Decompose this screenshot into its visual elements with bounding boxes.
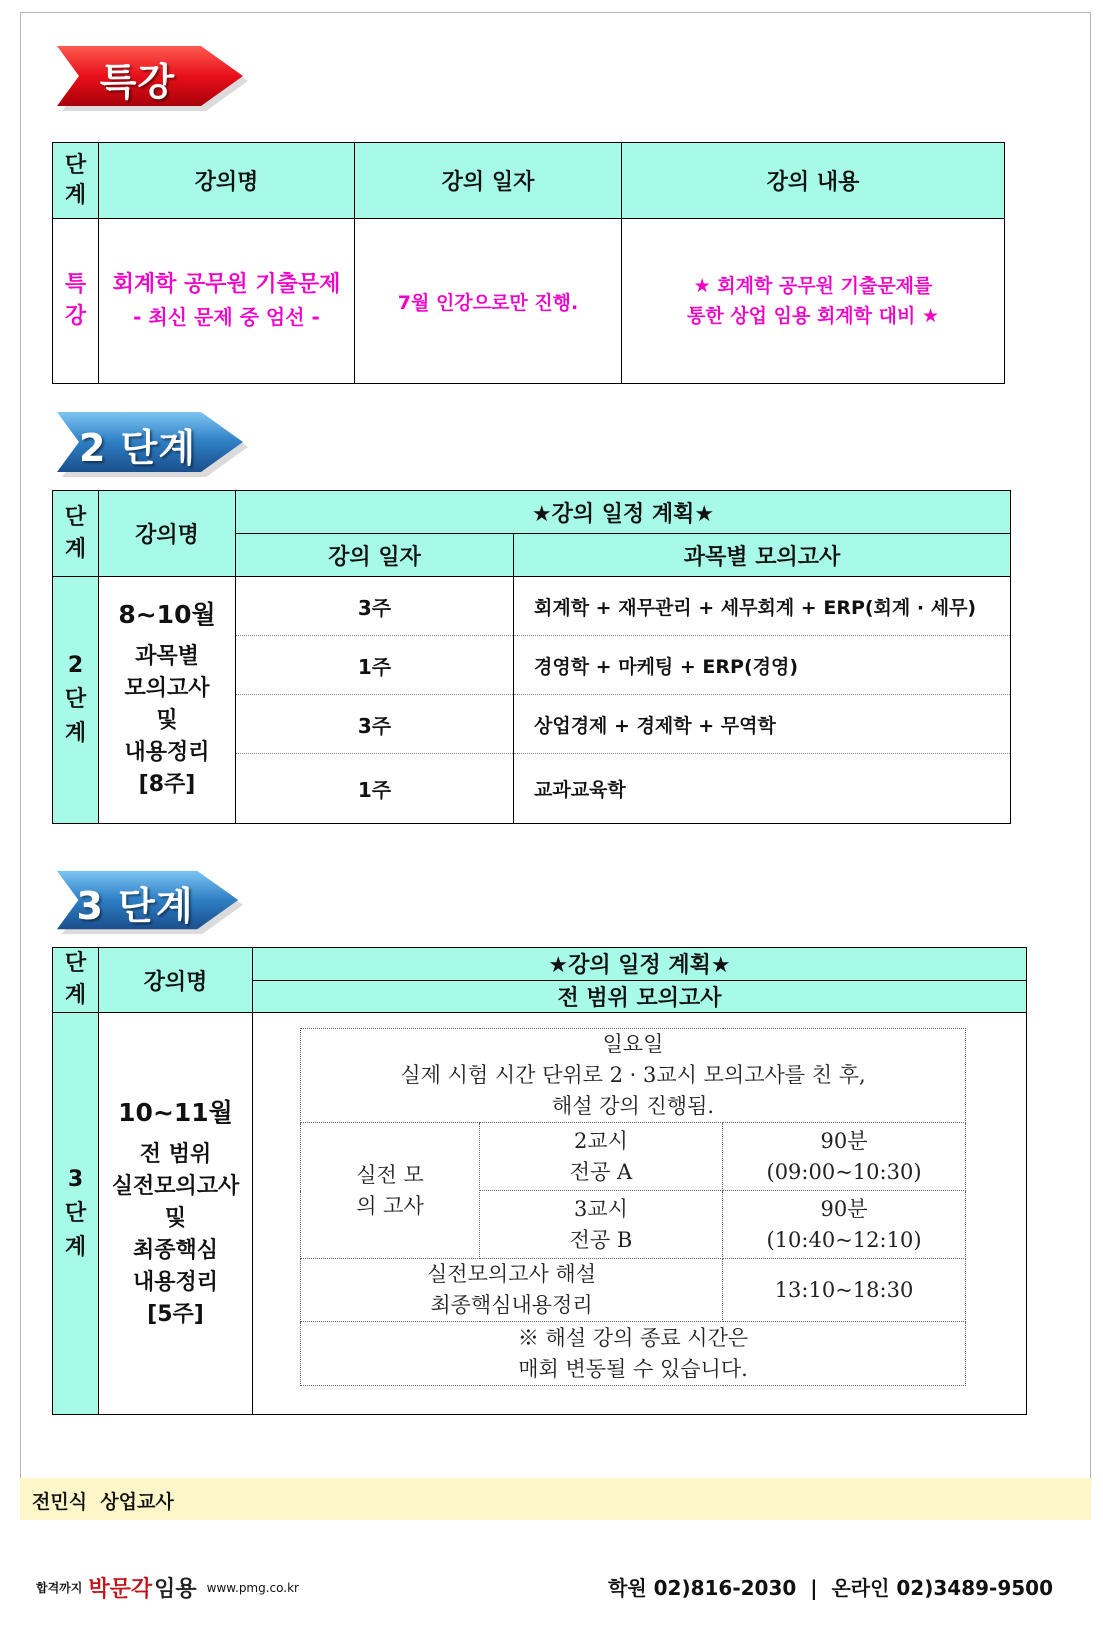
stage2-row2-weeks: 1주 (236, 636, 514, 695)
stage2-course-cell (99, 577, 236, 824)
review-line1: 실전모의고사 해설 (427, 1262, 596, 1286)
stage3-col-course-header: 강의명 (99, 948, 253, 1013)
stage2-col-exam-header: 과목별 모의고사 (514, 534, 1011, 577)
schedule-desc-line2: 해설 강의 진행됨. (552, 1094, 715, 1118)
stage2-course-months: 8~10월 (118, 600, 216, 629)
schedule-desc-line1: 실제 시험 시간 단위로 2 · 3교시 모의고사를 친 후, (400, 1063, 866, 1087)
special-course-cell (99, 219, 355, 384)
stage2-banner-label: 2 단계 (78, 425, 197, 470)
stage2-row3-weeks: 3주 (236, 695, 514, 754)
session1-duration: 90분 (820, 1128, 868, 1153)
stage2-col-course-header: 강의명 (99, 491, 236, 577)
special-course-title: 회계학 공무원 기출문제 (112, 272, 341, 297)
note-line2: 매회 변동될 수 있습니다. (518, 1356, 748, 1381)
session2-time-cell (723, 1191, 966, 1259)
special-course-subtitle: - 최신 문제 중 엄선 - (133, 305, 320, 329)
stage2-course-line1: 과목별 (135, 644, 199, 669)
stage2-table (52, 490, 1011, 824)
session1-cell (480, 1123, 723, 1191)
schedule-exam-label-text: 실전 모의 고사 (356, 1162, 424, 1218)
stage3-course-line3: 및 (164, 1205, 187, 1231)
stage2-course-line3: 및 (156, 708, 178, 733)
footer-slogan: 합격까지 (36, 1581, 83, 1595)
stage2-row4-subjects: 교과교육학 (514, 754, 1011, 824)
schedule-intro-cell (301, 1029, 966, 1123)
stage3-banner (55, 866, 245, 938)
special-content-cell (622, 219, 1005, 384)
schedule-day: 일요일 (602, 1032, 664, 1056)
stage3-plan-title: ★강의 일정 계획★ (253, 948, 1027, 981)
stage2-row4-weeks: 1주 (236, 754, 514, 824)
special-content-line2: 통한 상업 임용 회계학 대비 ★ (686, 305, 939, 327)
review-line2: 최종핵심내용정리 (430, 1293, 593, 1317)
review-cell (301, 1259, 723, 1322)
schedule-exam-label (301, 1123, 480, 1259)
stage3-plan-subtitle: 전 범위 모의고사 (253, 980, 1027, 1013)
session1-subject: 전공 A (569, 1159, 633, 1184)
special-banner-label: 특강 (99, 59, 176, 104)
session2-period: 3교시 (574, 1196, 628, 1221)
stage2-row1-weeks: 3주 (236, 577, 514, 636)
stage3-course-months: 10~11월 (118, 1097, 233, 1127)
footer-brand (36, 1572, 299, 1603)
stage3-course-line4: 최종핵심 (132, 1237, 218, 1263)
footer-teacher-name: 전민식 상업교사 (32, 1491, 174, 1513)
col-content-header: 강의 내용 (622, 143, 1005, 219)
session1-timespan: (09:00~10:30) (766, 1159, 922, 1184)
stage3-course-line2: 실전모의고사 (111, 1173, 240, 1199)
special-date-cell: 7월 인강으로만 진행. (355, 219, 622, 384)
col-date-header: 강의 일자 (355, 143, 622, 219)
stage2-course-line2: 모의고사 (124, 676, 210, 701)
brand-logo (88, 1572, 196, 1603)
review-time: 13:10~18:30 (723, 1259, 966, 1322)
stage2-row2-subjects: 경영학 + 마케팅 + ERP(경영) (514, 636, 1011, 695)
session2-cell (480, 1191, 723, 1259)
stage3-course-line5: 내용정리 (132, 1269, 218, 1295)
stage3-step-cell: 3 단 계 (53, 1013, 99, 1415)
session2-timespan: (10:40~12:10) (766, 1227, 922, 1252)
col-step-header: 단 계 (53, 143, 99, 219)
note-cell (301, 1322, 966, 1386)
stage3-course-line6: [5주] (147, 1301, 204, 1327)
session2-duration: 90분 (820, 1196, 868, 1221)
stage2-row1-subjects: 회계학 + 재무관리 + 세무회계 + ERP(회계 · 세무) (514, 577, 1011, 636)
special-table (52, 142, 1005, 384)
stage3-course-cell (99, 1013, 253, 1415)
brand-suffix: 임용 (154, 1577, 197, 1602)
special-content-line1: ★ 회계학 공무원 기출문제를 (693, 275, 933, 297)
stage3-col-step-header: 단 계 (53, 948, 99, 1013)
note-line1: ※ 해설 강의 종료 시간은 (517, 1325, 749, 1350)
stage2-row3-subjects: 상업경제 + 경제학 + 무역학 (514, 695, 1011, 754)
stage2-banner (55, 408, 250, 480)
stage2-step-cell: 2 단 계 (53, 577, 99, 824)
stage3-banner-label: 3 단계 (76, 883, 194, 928)
special-step-cell: 특 강 (53, 219, 99, 384)
stage2-col-step-header: 단 계 (53, 491, 99, 577)
session2-subject: 전공 B (569, 1227, 633, 1252)
footer-url[interactable]: www.pmg.co.kr (206, 1580, 299, 1595)
special-banner (55, 42, 250, 114)
footer-name-bar (20, 1478, 1091, 1520)
footer-contact: 학원 02)816-2030 | 온라인 02)3489-9500 (608, 1576, 1053, 1600)
session1-time-cell (723, 1123, 966, 1191)
brand-name: 박문각 (88, 1577, 153, 1602)
stage3-course-line1: 전 범위 (139, 1141, 212, 1167)
stage2-course-line4: 내용정리 (124, 740, 210, 765)
stage2-course-line5: [8주] (138, 772, 196, 797)
stage2-plan-title: ★강의 일정 계획★ (236, 491, 1011, 534)
stage3-inner-schedule (300, 1028, 966, 1386)
stage2-col-date-header: 강의 일자 (236, 534, 514, 577)
session1-period: 2교시 (574, 1128, 628, 1153)
col-course-header: 강의명 (99, 143, 355, 219)
